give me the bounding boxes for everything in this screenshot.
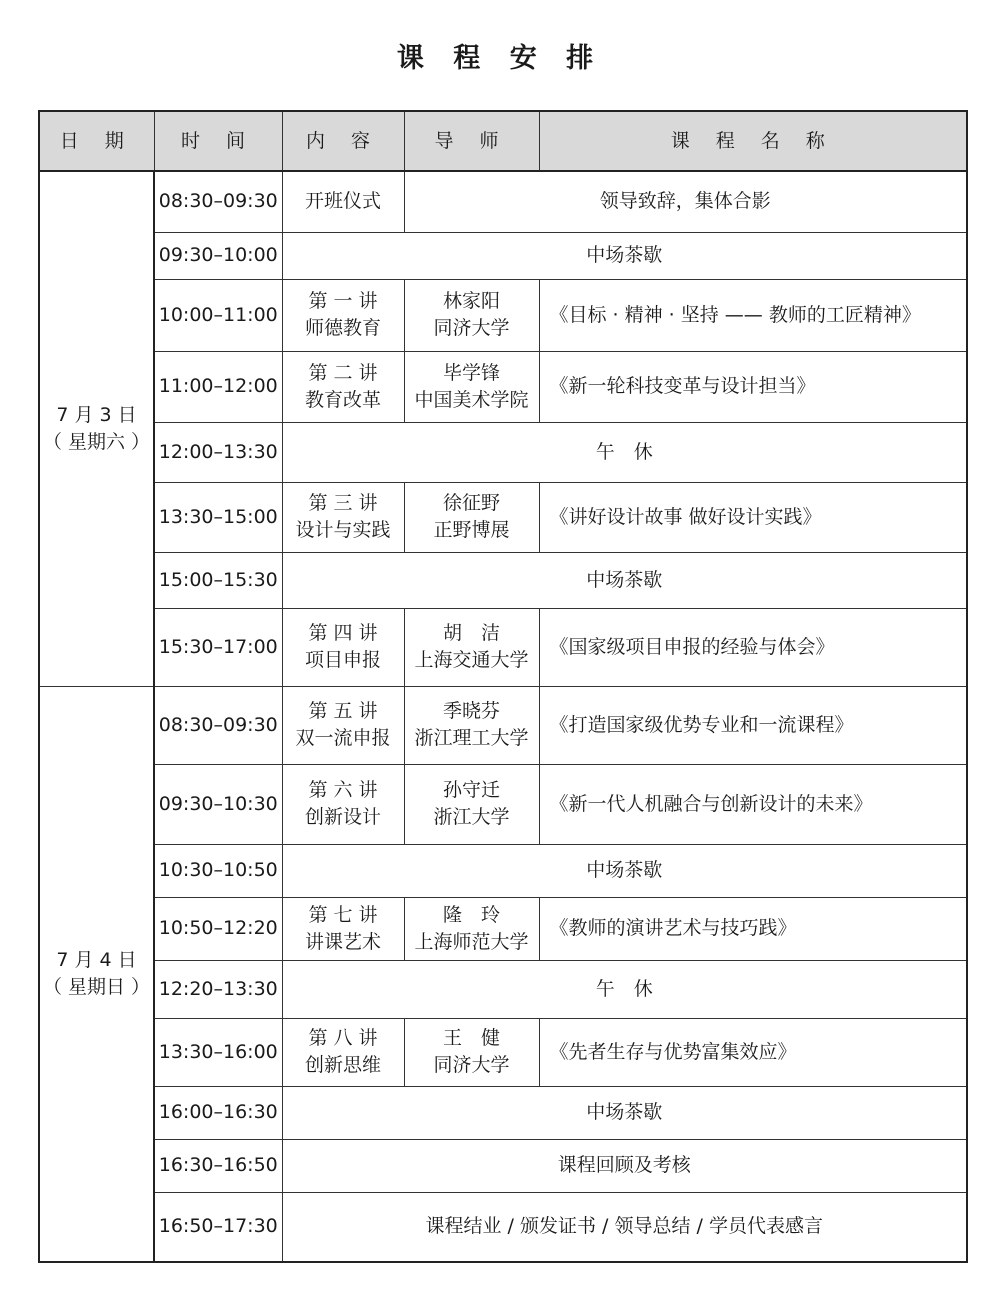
mentor-line: 浙江理工大学 bbox=[414, 727, 529, 749]
mentor-line: 同济大学 bbox=[433, 317, 510, 339]
schedule-table bbox=[38, 110, 968, 1263]
content-line: 师德教育 bbox=[304, 317, 381, 339]
mentor-line: 上海师范大学 bbox=[414, 930, 529, 953]
table-row bbox=[39, 844, 967, 897]
table-row bbox=[39, 1192, 967, 1262]
date-cell bbox=[39, 686, 154, 1262]
course-cell: 《新一轮科技变革与设计担当》 bbox=[539, 351, 967, 422]
mentor-cell bbox=[404, 686, 539, 764]
merged-cell: 中场茶歇 bbox=[282, 232, 967, 279]
course-cell: 《讲好设计故事 做好设计实践》 bbox=[539, 482, 967, 552]
mentor-line: 同济大学 bbox=[433, 1054, 510, 1076]
content-line: 创新思维 bbox=[304, 1054, 381, 1076]
header-date: 日 期 bbox=[39, 111, 154, 171]
content-cell bbox=[282, 482, 404, 552]
mentor-line: 浙江大学 bbox=[433, 806, 510, 828]
content-line: 第 六 讲 bbox=[308, 779, 378, 801]
date-cell bbox=[39, 171, 154, 686]
mentor-line: 中国美术学院 bbox=[414, 388, 529, 411]
table-row bbox=[39, 171, 967, 232]
mentor-line: 隆 玲 bbox=[442, 903, 500, 926]
table-row bbox=[39, 960, 967, 1018]
table-row bbox=[39, 1139, 967, 1192]
table-row bbox=[39, 351, 967, 422]
content-line: 项目申报 bbox=[304, 649, 381, 671]
time-cell: 16:30–16:50 bbox=[154, 1139, 282, 1192]
date-label: 7 月 3 日 bbox=[56, 403, 137, 426]
content-cell bbox=[282, 608, 404, 686]
content-cell bbox=[282, 686, 404, 764]
time-cell: 15:00–15:30 bbox=[154, 552, 282, 608]
table-row bbox=[39, 686, 967, 764]
course-cell: 《目标 · 精神 · 坚持 —— 教师的工匠精神》 bbox=[539, 279, 967, 351]
mentor-line: 胡 洁 bbox=[442, 622, 500, 644]
course-cell: 《新一代人机融合与创新设计的未来》 bbox=[539, 764, 967, 844]
content-line: 第 四 讲 bbox=[308, 622, 378, 644]
merged-cell: 中场茶歇 bbox=[282, 844, 967, 897]
time-cell: 10:30–10:50 bbox=[154, 844, 282, 897]
content-line: 第 一 讲 bbox=[308, 290, 378, 312]
content-line: 讲课艺术 bbox=[304, 930, 381, 953]
course-cell: 《打造国家级优势专业和一流课程》 bbox=[539, 686, 967, 764]
time-cell: 08:30–09:30 bbox=[154, 686, 282, 764]
time-cell: 16:50–17:30 bbox=[154, 1192, 282, 1262]
merged-cell: 课程回顾及考核 bbox=[282, 1139, 967, 1192]
content-line: 第 八 讲 bbox=[308, 1027, 378, 1049]
mentor-cell bbox=[404, 897, 539, 960]
table-row bbox=[39, 482, 967, 552]
header-content: 内 容 bbox=[282, 111, 404, 171]
mentor-line: 上海交通大学 bbox=[414, 649, 529, 671]
mentor-line: 孙守迁 bbox=[442, 779, 500, 801]
time-cell: 09:30–10:30 bbox=[154, 764, 282, 844]
mentor-line: 徐征野 bbox=[442, 492, 500, 514]
merged-cell: 中场茶歇 bbox=[282, 1086, 967, 1139]
mentor-cell bbox=[404, 1018, 539, 1086]
header-course: 课 程 名 称 bbox=[539, 111, 967, 171]
merged-cell: 午 休 bbox=[282, 422, 967, 482]
content-line: 教育改革 bbox=[304, 388, 381, 411]
merged-cell: 午 休 bbox=[282, 960, 967, 1018]
table-row bbox=[39, 1018, 967, 1086]
mentor-line: 林家阳 bbox=[442, 290, 500, 312]
content-cell bbox=[282, 171, 404, 232]
header-mentor: 导 师 bbox=[404, 111, 539, 171]
time-cell: 09:30–10:00 bbox=[154, 232, 282, 279]
time-cell: 10:00–11:00 bbox=[154, 279, 282, 351]
course-cell: 《教师的演讲艺术与技巧践》 bbox=[539, 897, 967, 960]
content-line: 第 五 讲 bbox=[308, 700, 378, 722]
mentor-line: 王 健 bbox=[442, 1027, 500, 1049]
date-label: 7 月 4 日 bbox=[56, 948, 137, 971]
schedule-body bbox=[39, 171, 967, 1262]
table-row bbox=[39, 608, 967, 686]
weekday-label: （ 星期日 ） bbox=[42, 975, 151, 998]
table-row bbox=[39, 232, 967, 279]
content-cell bbox=[282, 1018, 404, 1086]
time-cell: 08:30–09:30 bbox=[154, 171, 282, 232]
table-row bbox=[39, 764, 967, 844]
mentor-cell bbox=[404, 279, 539, 351]
table-row bbox=[39, 552, 967, 608]
time-cell: 15:30–17:00 bbox=[154, 608, 282, 686]
content-line: 第 二 讲 bbox=[308, 361, 378, 384]
time-cell: 16:00–16:30 bbox=[154, 1086, 282, 1139]
mentor-cell bbox=[404, 764, 539, 844]
content-line: 开班仪式 bbox=[304, 190, 381, 213]
content-cell bbox=[282, 897, 404, 960]
time-cell: 10:50–12:20 bbox=[154, 897, 282, 960]
merged-cell: 中场茶歇 bbox=[282, 552, 967, 608]
header-time: 时 间 bbox=[154, 111, 282, 171]
content-line: 第 三 讲 bbox=[308, 492, 378, 514]
mentor-line: 季晓芬 bbox=[442, 700, 500, 722]
time-cell: 13:30–15:00 bbox=[154, 482, 282, 552]
weekday-label: （ 星期六 ） bbox=[42, 430, 151, 453]
table-row bbox=[39, 279, 967, 351]
content-line: 双一流申报 bbox=[295, 727, 391, 749]
table-row bbox=[39, 422, 967, 482]
content-cell bbox=[282, 279, 404, 351]
merged-cell: 课程结业 / 颁发证书 / 领导总结 / 学员代表感言 bbox=[282, 1192, 967, 1262]
content-cell bbox=[282, 764, 404, 844]
time-cell: 12:00–13:30 bbox=[154, 422, 282, 482]
time-cell: 11:00–12:00 bbox=[154, 351, 282, 422]
mentor-line: 毕学锋 bbox=[442, 361, 500, 384]
content-line: 创新设计 bbox=[304, 806, 381, 828]
page-title: 课 程 安 排 bbox=[396, 43, 604, 74]
table-row bbox=[39, 1086, 967, 1139]
mentor-line: 正野博展 bbox=[433, 519, 510, 541]
course-cell: 《先者生存与优势富集效应》 bbox=[539, 1018, 967, 1086]
header-row bbox=[39, 111, 967, 171]
time-cell: 12:20–13:30 bbox=[154, 960, 282, 1018]
table-row bbox=[39, 897, 967, 960]
content-line: 第 七 讲 bbox=[308, 903, 378, 926]
course-cell: 《国家级项目申报的经验与体会》 bbox=[539, 608, 967, 686]
mentor-cell bbox=[404, 351, 539, 422]
time-cell: 13:30–16:00 bbox=[154, 1018, 282, 1086]
content-cell bbox=[282, 351, 404, 422]
mentor-cell bbox=[404, 608, 539, 686]
mentor-cell bbox=[404, 482, 539, 552]
content-line: 设计与实践 bbox=[295, 519, 391, 541]
course-cell: 领导致辞，集体合影 bbox=[404, 171, 967, 232]
